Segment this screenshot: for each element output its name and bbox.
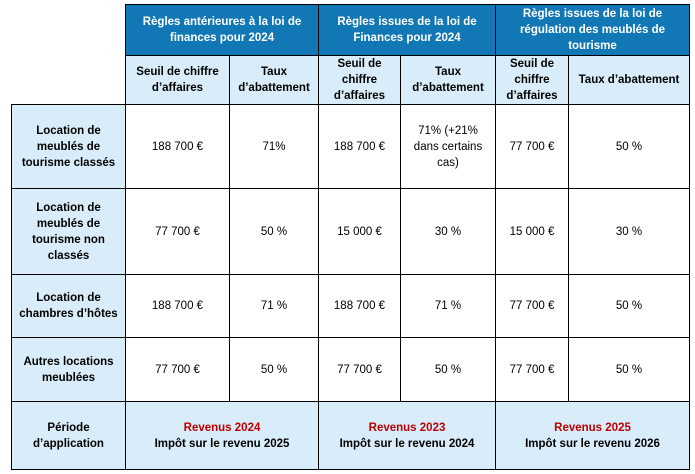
cell-seuil-finances-2024: 77 700 € xyxy=(319,338,401,402)
period-impot: Impôt sur le revenu 2024 xyxy=(339,437,475,450)
cell-seuil-finances-2024: 188 700 € xyxy=(319,275,401,338)
group-header-anterieures: Règles antérieures à la loi de finances pour 2024 xyxy=(126,5,319,56)
table-row xyxy=(12,189,690,275)
cell-taux-finances-2024: 50 % xyxy=(401,338,496,402)
cell-seuil-anterieures: 188 700 € xyxy=(126,275,230,338)
row-label-autres-locations: Autres locations meublées xyxy=(12,338,126,402)
period-regulation xyxy=(496,402,690,470)
cell-taux-regulation: 50 % xyxy=(569,338,690,402)
cell-seuil-regulation: 77 700 € xyxy=(496,275,569,338)
cell-seuil-finances-2024: 15 000 € xyxy=(319,189,401,275)
period-revenus: Revenus 2025 xyxy=(554,421,631,434)
row-label-meubles-classes: Location de meublés de tourisme classés xyxy=(12,105,126,189)
cell-seuil-regulation: 77 700 € xyxy=(496,338,569,402)
cell-seuil-regulation: 15 000 € xyxy=(496,189,569,275)
corner-blank-cell-2 xyxy=(12,56,126,105)
cell-taux-anterieures: 50 % xyxy=(230,189,319,275)
table-row xyxy=(12,105,690,189)
period-revenus: Revenus 2024 xyxy=(183,421,261,434)
cell-seuil-regulation: 77 700 € xyxy=(496,105,569,189)
cell-seuil-anterieures: 77 700 € xyxy=(126,189,230,275)
cell-taux-finances-2024: 71% (+21% dans certains cas) xyxy=(401,105,496,189)
cell-taux-finances-2024: 71 % xyxy=(401,275,496,338)
subheader-taux-3: Taux d’abattement xyxy=(569,56,690,105)
subheader-taux-1: Taux d’abattement xyxy=(230,56,319,105)
group-header-regulation: Règles issues de la loi de régulation des meublés de tourisme xyxy=(496,5,690,56)
row-label-meubles-non-classes: Location de meublés de tourisme non classés xyxy=(12,189,126,275)
cell-seuil-anterieures: 77 700 € xyxy=(126,338,230,402)
cell-taux-regulation: 50 % xyxy=(569,275,690,338)
period-impot: Impôt sur le revenu 2026 xyxy=(525,437,660,450)
row-label-chambres-hotes: Location de chambres d’hôtes xyxy=(12,275,126,338)
cell-seuil-anterieures: 188 700 € xyxy=(126,105,230,189)
cell-taux-anterieures: 50 % xyxy=(230,338,319,402)
period-finances-2024 xyxy=(319,402,496,470)
period-row xyxy=(12,402,690,470)
subheader-seuil-2: Seuil de chiffre d’affaires xyxy=(319,56,401,105)
group-header-finances-2024: Règles issues de la loi de Finances pour 2024 xyxy=(319,5,496,56)
period-impot: Impôt sur le revenu 2025 xyxy=(154,437,290,450)
cell-taux-anterieures: 71% xyxy=(230,105,319,189)
table-row xyxy=(12,338,690,402)
subheader-taux-2: Taux d’abattement xyxy=(401,56,496,105)
table-row xyxy=(12,275,690,338)
subheader-seuil-3: Seuil de chiffre d’affaires xyxy=(496,56,569,105)
tax-regime-comparison-table xyxy=(11,4,690,470)
period-anterieures xyxy=(126,402,319,470)
cell-seuil-finances-2024: 188 700 € xyxy=(319,105,401,189)
cell-taux-regulation: 30 % xyxy=(569,189,690,275)
corner-blank-cell xyxy=(12,5,126,56)
period-label: Période d’application xyxy=(12,402,126,470)
cell-taux-finances-2024: 30 % xyxy=(401,189,496,275)
subheader-seuil-1: Seuil de chiffre d’affaires xyxy=(126,56,230,105)
cell-taux-anterieures: 71 % xyxy=(230,275,319,338)
cell-taux-regulation: 50 % xyxy=(569,105,690,189)
period-revenus: Revenus 2023 xyxy=(368,421,446,434)
